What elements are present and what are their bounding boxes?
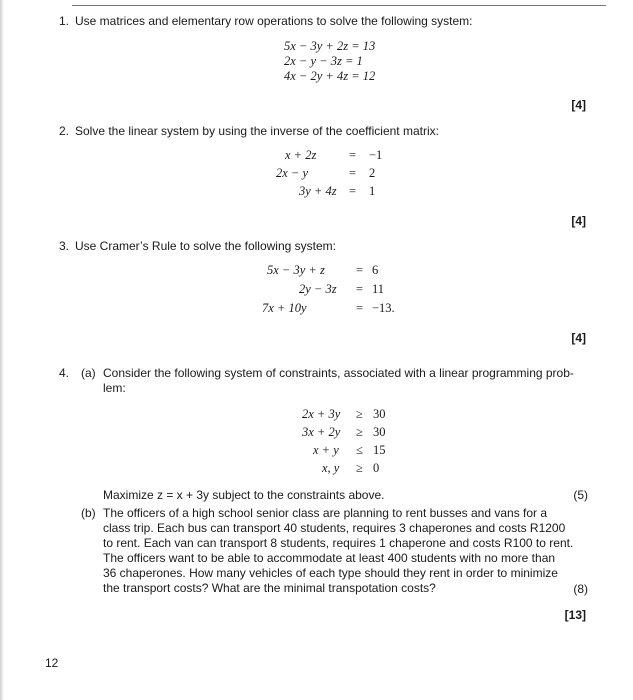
constraint-1-op: ≥ [356, 407, 363, 421]
q1-equation-2: 2x − y − 3z = 1 [284, 54, 363, 68]
q4b-line-1: The officers of a high school senior class are planning to rent busses and vans for a [103, 506, 548, 520]
q4a-maximize: Maximize z = x + 3y subject to the constraints above. [103, 488, 385, 502]
q3-row-2-rhs: 11 [372, 282, 385, 296]
q2-row-3-lhs: 3y + 4z [299, 184, 337, 198]
constraint-4-op: ≥ [356, 461, 363, 475]
q3-row-2-lhs: 2y − 3z [299, 282, 337, 296]
q1-equation-3: 4x − 2y + 4z = 12 [284, 69, 376, 83]
q3-row-1-lhs: 5x − 3y + z [267, 263, 325, 277]
constraint-2-rhs: 30 [373, 425, 386, 439]
q3-row-2-eq: = [356, 282, 364, 296]
q4b-points: (8) [573, 582, 588, 596]
q4b-line-4: The officers want to be able to accommodate at least 400 students with no more than [103, 551, 556, 565]
q3-row-3-rhs: −13. [372, 301, 395, 315]
q4b-line-6: the transport costs? What are the minimal transpotation costs? [103, 581, 436, 595]
q4b-line-3: to rent. Each van can transport 8 students, requires 1 chaperone and costs R100 to rent. [103, 536, 574, 550]
q3-row-3-eq: = [356, 301, 364, 315]
constraint-3-op: ≤ [356, 443, 363, 457]
q4a-label: (a) [81, 366, 96, 380]
q4-marks: [13] [564, 608, 586, 622]
q2-row-3-rhs: 1 [369, 184, 376, 198]
constraint-4-rhs: 0 [373, 461, 380, 475]
q3-row-1-rhs: 6 [372, 263, 379, 277]
q1-equation-1: 5x − 3y + 2z = 13 [284, 39, 376, 53]
q3-row-1-eq: = [356, 263, 364, 277]
q2-row-2-lhs: 2x − y [276, 166, 309, 180]
q2-row-1-rhs: −1 [369, 148, 383, 162]
q3-number: 3. [59, 239, 70, 253]
top-rule [72, 0, 606, 6]
q4a-points: (5) [573, 488, 588, 502]
q2-row-2-rhs: 2 [369, 166, 376, 180]
constraint-2-op: ≥ [356, 425, 363, 439]
q4a-text-line-2: lem: [103, 381, 126, 395]
q2-row-1-eq: = [349, 148, 357, 162]
page-edge-shadow [0, 0, 4, 700]
q2-row-1-lhs: x + 2z [285, 148, 317, 162]
constraint-3-rhs: 15 [373, 443, 386, 457]
constraint-1-rhs: 30 [373, 407, 386, 421]
q2-text: Solve the linear system by using the inverse of the coefficient matrix: [75, 124, 439, 138]
q4b-line-2: class trip. Each bus can transport 40 students, requires 3 chaperones and costs R1200 [103, 521, 566, 535]
q2-number: 2. [59, 124, 70, 138]
q2-row-2-eq: = [349, 166, 357, 180]
q3-marks: [4] [571, 331, 586, 345]
q3-row-3-lhs: 7x + 10y [262, 301, 307, 315]
constraint-2-lhs: 3x + 2y [302, 425, 341, 439]
q1-marks: [4] [571, 98, 586, 112]
q1-text: Use matrices and elementary row operations to solve the following system: [75, 14, 473, 28]
q2-marks: [4] [571, 214, 586, 228]
page-number: 12 [45, 656, 59, 670]
constraint-4-lhs: x, y [322, 461, 340, 475]
constraint-3-lhs: x + y [313, 443, 339, 457]
q3-text: Use Cramer’s Rule to solve the following system: [75, 239, 336, 253]
q4-number: 4. [59, 366, 70, 380]
q4a-text-line-1: Consider the following system of constraints, associated with a linear programming prob- [103, 366, 574, 380]
q2-row-3-eq: = [349, 184, 357, 198]
constraint-1-lhs: 2x + 3y [302, 407, 341, 421]
q1-number: 1. [59, 14, 70, 28]
q4b-label: (b) [81, 506, 96, 520]
q4b-line-5: 36 chaperones. How many vehicles of each type should they rent in order to minimize [103, 566, 558, 580]
